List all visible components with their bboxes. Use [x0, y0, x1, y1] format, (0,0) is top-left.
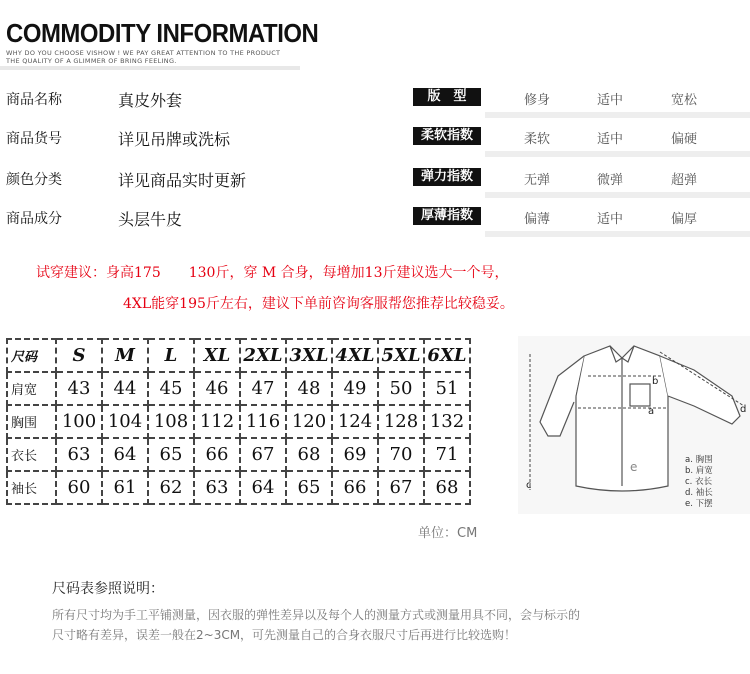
- mark-e: e: [630, 460, 638, 474]
- table-cell: 46: [194, 372, 240, 405]
- advice-line-1: 试穿建议：身高175 130斤，穿 M 合身，每增加13斤建议选大一个号，: [36, 265, 509, 281]
- legend-item: d. 袖长: [685, 488, 713, 498]
- table-cell: 63: [56, 438, 102, 471]
- table-cell: 124: [332, 405, 378, 438]
- legend-item: e. 下摆: [685, 499, 713, 509]
- table-cell: 108: [148, 405, 194, 438]
- legend-item: a. 胸围: [685, 455, 713, 465]
- size-header-cell: 2XL: [240, 339, 286, 372]
- table-cell: 65: [286, 471, 332, 504]
- info-value: 详见商品实时更新: [118, 171, 247, 190]
- table-cell: 51: [424, 372, 470, 405]
- mark-d: d: [740, 404, 747, 415]
- info-label: 商品货号: [6, 131, 62, 147]
- size-header-cell: 4XL: [332, 339, 378, 372]
- option-selected: 适中: [597, 128, 623, 147]
- size-header-cell: XL: [194, 339, 240, 372]
- table-cell: 104: [102, 405, 148, 438]
- table-row: [7, 471, 470, 504]
- info-label: 商品成分: [6, 211, 62, 227]
- size-header-cell: M: [102, 339, 148, 372]
- row-divider: [485, 192, 750, 198]
- unit-label: 单位：CM: [418, 526, 478, 541]
- table-cell: 66: [194, 438, 240, 471]
- option-selected: 适中: [597, 208, 623, 227]
- note-line-1: 所有尺寸均为手工平铺测量，因衣服的弹性差异以及每个人的测量方式或测量用具不同，会与标示的: [52, 608, 581, 622]
- table-cell: 65: [148, 438, 194, 471]
- row-divider: [485, 112, 750, 118]
- option: 宽松: [671, 93, 698, 108]
- size-corner-label: 尺码: [7, 339, 56, 372]
- size-header-cell: 3XL: [286, 339, 332, 372]
- table-row: [7, 405, 470, 438]
- option-selected: 无弹: [524, 169, 550, 188]
- table-cell: 64: [102, 438, 148, 471]
- table-cell: 128: [378, 405, 424, 438]
- option: 偏硬: [671, 132, 698, 147]
- table-row: [7, 372, 470, 405]
- attribute-badge: 柔软指数: [413, 127, 481, 145]
- table-cell: 64: [240, 471, 286, 504]
- legend-item: b. 肩宽: [685, 466, 713, 476]
- table-cell: 69: [332, 438, 378, 471]
- shirt-outline: [518, 336, 750, 514]
- option: 偏厚: [671, 212, 698, 227]
- info-label: 商品名称: [6, 92, 62, 108]
- table-cell: 67: [378, 471, 424, 504]
- option: 修身: [524, 93, 551, 108]
- advice-line-2: 4XL能穿195斤左右，建议下单前咨询客服帮您推荐比较稳妥。: [123, 296, 514, 312]
- table-cell: 61: [102, 471, 148, 504]
- option: 超弹: [671, 173, 698, 188]
- attribute-badge: 版 型: [413, 88, 481, 106]
- table-cell: 70: [378, 438, 424, 471]
- header-subtitle-1: WHY DO YOU CHOOSE VISHOW ! WE PAY GREAT ATTENTION TO THE PRODUCT: [6, 49, 281, 57]
- table-cell: 132: [424, 405, 470, 438]
- attribute-badge: 弹力指数: [413, 168, 481, 186]
- table-row: [7, 438, 470, 471]
- table-cell: 68: [424, 471, 470, 504]
- table-cell: 48: [286, 372, 332, 405]
- table-cell: 100: [56, 405, 102, 438]
- header-divider: [0, 66, 300, 70]
- table-cell: 45: [148, 372, 194, 405]
- header-subtitle-2: THE QUALITY OF A GLIMMER OF BRING FEELING.: [6, 57, 177, 65]
- shirt-diagram: [518, 336, 750, 514]
- table-cell: 68: [286, 438, 332, 471]
- info-value: 头层牛皮: [118, 210, 183, 229]
- table-cell: 47: [240, 372, 286, 405]
- info-value: 详见吊牌或洗标: [118, 130, 231, 149]
- table-cell: 112: [194, 405, 240, 438]
- row-label: 肩宽: [7, 372, 56, 405]
- row-divider: [485, 231, 750, 237]
- table-cell: 67: [240, 438, 286, 471]
- info-row: [0, 127, 750, 167]
- option-selected: 适中: [597, 89, 623, 108]
- attribute-badge: 厚薄指数: [413, 207, 481, 225]
- info-row: [0, 207, 750, 247]
- table-cell: 50: [378, 372, 424, 405]
- table-cell: 120: [286, 405, 332, 438]
- option: 偏薄: [524, 212, 551, 227]
- mark-b: b: [652, 376, 659, 387]
- size-header-cell: L: [148, 339, 194, 372]
- size-header-cell: 5XL: [378, 339, 424, 372]
- mark-a: a: [648, 406, 655, 417]
- row-label: 胸围: [7, 405, 56, 438]
- table-cell: 62: [148, 471, 194, 504]
- mark-c: c: [526, 480, 532, 491]
- row-divider: [485, 151, 750, 157]
- note-line-2: 尺寸略有差异，误差一般在2~3CM，可先测量自己的合身衣服尺寸后再进行比较选购！: [52, 628, 517, 642]
- table-cell: 116: [240, 405, 286, 438]
- table-cell: 66: [332, 471, 378, 504]
- info-row: [0, 88, 750, 128]
- table-cell: 63: [194, 471, 240, 504]
- size-header-row: [7, 339, 470, 372]
- info-value: 真皮外套: [118, 91, 183, 110]
- info-row: [0, 168, 750, 208]
- option: 柔软: [524, 132, 551, 147]
- legend-item: c. 衣长: [685, 477, 713, 487]
- note-title: 尺码表参照说明：: [52, 581, 164, 597]
- table-cell: 60: [56, 471, 102, 504]
- info-label: 颜色分类: [6, 172, 62, 188]
- table-cell: 49: [332, 372, 378, 405]
- size-table: [6, 338, 471, 505]
- page-title: COMMODITY INFORMATION: [6, 18, 319, 48]
- size-header-cell: 6XL: [424, 339, 470, 372]
- table-cell: 43: [56, 372, 102, 405]
- row-label: 袖长: [7, 471, 56, 504]
- table-cell: 44: [102, 372, 148, 405]
- table-cell: 71: [424, 438, 470, 471]
- size-header-cell: S: [56, 339, 102, 372]
- option: 微弹: [597, 173, 624, 188]
- row-label: 衣长: [7, 438, 56, 471]
